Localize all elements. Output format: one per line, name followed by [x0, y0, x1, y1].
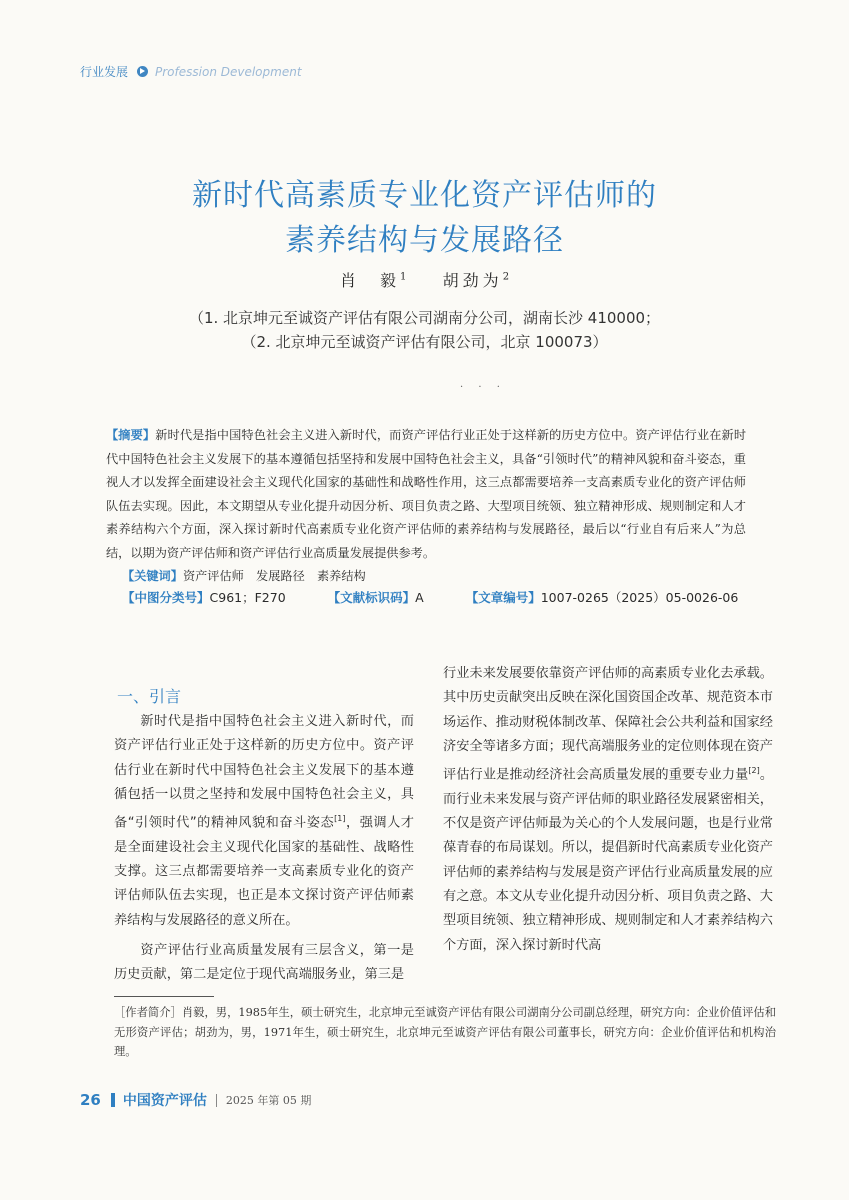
author-1-sup: 1	[399, 271, 407, 283]
article-no-value: 1007-0265（2025）05-0026-06	[540, 590, 739, 605]
keywords: 资产评估师 发展路径 素养结构	[182, 569, 366, 583]
author-2-sup: 2	[502, 271, 510, 283]
section-heading: 一、引言	[117, 687, 182, 706]
play-circle-icon	[137, 66, 148, 77]
affiliation-1: （1. 北京坤元至诚资产评估有限公司湖南分公司，湖南长沙 410000；	[188, 309, 661, 327]
citation: [1]	[334, 814, 346, 824]
affiliation-2: （2. 北京坤元至诚资产评估有限公司，北京 100073）	[241, 333, 608, 351]
paragraph: 资产评估行业高质量发展有三层含义，第一是历史贡献，第二是定位于现代高端服务业，第三是	[114, 943, 414, 983]
classification-row	[122, 588, 738, 606]
page-footer	[80, 1090, 311, 1110]
doc-code-value: A	[415, 590, 424, 605]
footer-divider	[216, 1094, 217, 1107]
doc-code-label: 【文献标识码】	[327, 590, 416, 605]
abstract-text: 新时代是指中国特色社会主义进入新时代，而资产评估行业正处于这样新的历史方位中。资产评估行业在新时代中国特色社会主义发展下的基本遵循包括坚持和发展中国特色社会主义，具备“引领时代”的精神风貌和奋斗姿态，重视人才以发挥全面建设社会主义现代化国家的基础性和战略性作用，这三点都需要培养一支高素质专业化的资产评估师队伍去实现。因此，本文期望从专业化提升动因分析、项目负责之路、大型项目统领、独立精神形成、规则制定和人才素养结构六个方面，深入探讨新时代高素质专业化资产评估师的素养结构与发展路径，最后以“行业自有后来人”为总结，以期为资产评估师和资产评估行业高质量发展提供参考。	[106, 428, 747, 560]
article-title-line2: 素养结构与发展路径	[285, 223, 564, 258]
section-label-cn: 行业发展	[80, 65, 129, 79]
footer-bar	[111, 1093, 115, 1107]
paragraph-text: 。而行业未来发展与资产评估师的职业路径发展紧密相关，不仅是资产评估师最为关心的个人发展问题，也是行业常葆青春的布局谋划。所以，提倡新时代高素质专业化资产评估师的素养结构与发展是资产评估行业高质量发展的应有之意。本文从专业化提升动因分析、项目负责之路、大型项目统领、独立精神形成、规则制定和人才素养结构六个方面，深入探讨新时代高	[443, 767, 774, 953]
issue-label: 2025 年第 05 期	[225, 1094, 312, 1107]
section-label-en: Profession Development	[155, 64, 302, 79]
article-title-line1: 新时代高素质专业化资产评估师的	[192, 178, 657, 213]
abstract-label: 【摘要】	[106, 428, 156, 442]
paragraph	[443, 662, 773, 958]
paragraph-text: 新时代是指中国特色社会主义进入新时代，而资产评估行业正处于这样新的历史方位中。资产评估行业在新时代中国特色社会主义发展下的基本遵循包括一以贯之坚持和发展中国特色社会主义，具备“引领时代”的精神风貌和奋斗姿态	[114, 714, 414, 831]
page-number: 26	[80, 1091, 101, 1109]
author-1: 肖 毅	[339, 271, 400, 290]
paragraph-text: 行业未来发展要依靠资产评估师的高素质专业化去承载。其中历史贡献突出反映在深化国资国企改革、规范资本市场运作、推动财税体制改革、保障社会公共利益和国家经济安全等诸多方面；现代高端服务业的定位则体现在资产评估行业是推动经济社会高质量发展的重要专业力量	[443, 666, 773, 783]
paragraph-text: ，强调人才是全面建设社会主义现代化国家的基础性、战略性支撑。这三点都需要培养一支高素质专业化的资产评估师队伍去实现，也正是本文探讨资产评估师素养结构与发展路径的意义所在。	[114, 815, 414, 928]
left-column	[114, 710, 414, 988]
article-no-label: 【文章编号】	[465, 590, 541, 605]
right-column	[443, 662, 773, 958]
abstract	[106, 424, 746, 589]
authors	[0, 268, 849, 291]
keywords-line	[106, 565, 746, 589]
author-2: 胡劲为	[442, 271, 503, 290]
scan-speckles: · · ·	[460, 382, 506, 393]
paragraph	[114, 710, 414, 933]
author-footnote: ［作者简介］肖毅，男，1985年生，硕士研究生，北京坤元至诚资产评估有限公司湖南分公司副总经理，研究方向：企业价值评估和无形资产评估；胡劲为，男，1971年生，硕士研究生，北京坤元至诚资产评估有限公司董事长，研究方向：企业价值评估和机构治理。	[114, 1006, 776, 1058]
keywords-label: 【关键词】	[122, 569, 183, 583]
citation: [2]	[748, 766, 760, 776]
journal-name: 中国资产评估	[122, 1093, 207, 1109]
clc-label: 【中图分类号】	[122, 590, 210, 605]
running-header	[80, 63, 302, 80]
clc-value: C961；F270	[209, 590, 286, 605]
footnote-rule	[114, 996, 214, 997]
